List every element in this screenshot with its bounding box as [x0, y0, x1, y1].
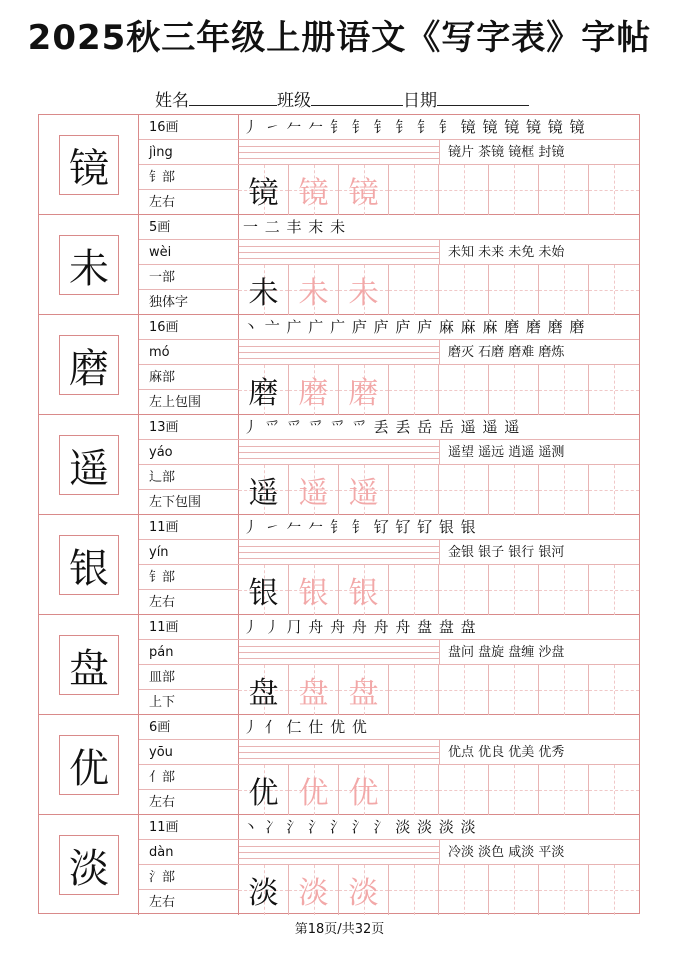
character-info — [139, 815, 239, 915]
big-character-cell — [39, 615, 139, 714]
model-character: 磨 — [248, 376, 279, 411]
stroke-order: 丿 ㇀ 𠂉 𠂉 钅 钅 钌 钌 钌 银 银 — [239, 515, 639, 540]
trace-character: 磨 — [348, 376, 379, 411]
trace-cell[interactable] — [339, 565, 389, 615]
pinyin-practice-lines[interactable] — [239, 440, 439, 465]
blank-cell[interactable] — [539, 865, 589, 915]
stroke-count: 16画 — [139, 115, 239, 140]
pinyin: yín — [139, 540, 239, 565]
blank-cell[interactable] — [589, 865, 639, 915]
example-words: 盘问 盘旋 盘缠 沙盘 — [439, 640, 639, 665]
example-words: 遥望 遥远 逍遥 遥测 — [439, 440, 639, 465]
date-label: 日期 — [403, 91, 437, 111]
big-character: 银 — [59, 535, 119, 595]
character-info — [139, 415, 239, 514]
big-character: 优 — [59, 735, 119, 795]
pinyin: yáo — [139, 440, 239, 465]
structure: 左下包围 — [149, 495, 202, 510]
stroke-count: 16画 — [139, 315, 239, 340]
trace-character: 淡 — [348, 876, 379, 911]
trace-character: 镜 — [348, 176, 379, 211]
pinyin: jìng — [139, 140, 239, 165]
character-info — [139, 115, 239, 214]
blank-cell[interactable] — [539, 365, 589, 415]
character-info — [139, 315, 239, 414]
writing-grid — [239, 365, 639, 415]
character-row — [39, 415, 639, 515]
radical: 麻部 — [139, 365, 239, 390]
trace-character: 镜 — [298, 176, 329, 211]
stroke-order: 丿 亻 仁 仕 优 优 — [239, 715, 639, 740]
trace-character: 盘 — [298, 676, 329, 711]
character-info — [139, 215, 239, 314]
pinyin-practice-lines[interactable] — [239, 840, 439, 865]
student-info-line — [155, 86, 529, 111]
example-words: 磨灭 石磨 磨难 磨炼 — [439, 340, 639, 365]
trace-cell[interactable] — [339, 165, 389, 215]
character-row — [39, 615, 639, 715]
trace-cell[interactable] — [289, 365, 339, 415]
trace-cell[interactable] — [339, 365, 389, 415]
blank-cell[interactable] — [439, 365, 489, 415]
trace-character: 银 — [348, 576, 379, 611]
model-character: 优 — [248, 776, 279, 811]
blank-cell[interactable] — [539, 265, 589, 315]
pinyin-practice-lines[interactable] — [239, 240, 439, 265]
blank-cell[interactable] — [389, 365, 439, 415]
character-info — [139, 715, 239, 814]
model-character: 盘 — [248, 676, 279, 711]
date-blank[interactable] — [437, 104, 529, 106]
pinyin: mó — [139, 340, 239, 365]
writing-grid — [239, 165, 639, 215]
blank-cell[interactable] — [489, 865, 539, 915]
class-blank[interactable] — [311, 104, 403, 106]
character-row — [39, 215, 639, 315]
model-cell — [239, 865, 289, 915]
model-character: 银 — [248, 576, 279, 611]
stroke-count: 11画 — [139, 815, 239, 840]
page-number: 第18页/共32页 — [294, 922, 385, 937]
blank-cell[interactable] — [489, 565, 539, 615]
example-words: 金银 银子 银行 银河 — [439, 540, 639, 565]
structure: 左右 — [149, 795, 176, 810]
structure: 上下 — [149, 695, 176, 710]
model-cell — [239, 465, 289, 515]
big-character-cell — [39, 115, 139, 214]
blank-cell[interactable] — [539, 565, 589, 615]
blank-cell[interactable] — [489, 665, 539, 715]
radical: 亻部 — [139, 765, 239, 790]
pinyin: pán — [139, 640, 239, 665]
blank-cell[interactable] — [439, 465, 489, 515]
stroke-order: 丿 ㇀ 𠂉 𠂉 钅 钅 钅 钅 钅 钅 镜 镜 镜 镜 镜 镜 — [239, 115, 639, 140]
blank-cell[interactable] — [439, 865, 489, 915]
radical: 辶部 — [139, 465, 239, 490]
pinyin: wèi — [139, 240, 239, 265]
writing-grid — [239, 265, 639, 315]
big-character: 遥 — [59, 435, 119, 495]
trace-character: 盘 — [348, 676, 379, 711]
model-cell — [239, 265, 289, 315]
structure: 左右 — [149, 595, 176, 610]
blank-cell[interactable] — [589, 665, 639, 715]
big-character: 盘 — [59, 635, 119, 695]
big-character: 镜 — [59, 135, 119, 195]
trace-character: 优 — [348, 776, 379, 811]
character-row — [39, 315, 639, 415]
pinyin: dàn — [139, 840, 239, 865]
pinyin-practice-lines[interactable] — [239, 640, 439, 665]
writing-grid — [239, 465, 639, 515]
blank-cell[interactable] — [389, 165, 439, 215]
character-row — [39, 715, 639, 815]
stroke-count: 5画 — [139, 215, 239, 240]
trace-cell[interactable] — [289, 765, 339, 815]
trace-character: 优 — [298, 776, 329, 811]
writing-grid — [239, 565, 639, 615]
trace-character: 遥 — [348, 476, 379, 511]
trace-character: 未 — [298, 276, 329, 311]
blank-cell[interactable] — [439, 565, 489, 615]
blank-cell[interactable] — [489, 765, 539, 815]
big-character-cell — [39, 315, 139, 414]
stroke-count: 11画 — [139, 615, 239, 640]
blank-cell[interactable] — [539, 765, 589, 815]
page-title: 2025秋三年级上册语文《写字表》字帖 — [27, 18, 652, 58]
name-blank[interactable] — [189, 104, 277, 106]
stroke-order: 丿 丿 ⺆ 舟 舟 舟 舟 舟 盘 盘 盘 — [239, 615, 639, 640]
trace-cell[interactable] — [289, 465, 339, 515]
model-cell — [239, 165, 289, 215]
blank-cell[interactable] — [389, 765, 439, 815]
pinyin-practice-lines[interactable] — [239, 140, 439, 165]
radical: 钅部 — [139, 565, 239, 590]
trace-character: 银 — [298, 576, 329, 611]
trace-cell[interactable] — [289, 565, 339, 615]
stroke-count: 11画 — [139, 515, 239, 540]
character-info — [139, 515, 239, 614]
radical: 氵部 — [139, 865, 239, 890]
pinyin: yōu — [139, 740, 239, 765]
structure: 左右 — [149, 895, 176, 910]
model-cell — [239, 665, 289, 715]
trace-cell[interactable] — [339, 865, 389, 915]
character-row — [39, 515, 639, 615]
big-character: 磨 — [59, 335, 119, 395]
stroke-count: 13画 — [139, 415, 239, 440]
blank-cell[interactable] — [389, 665, 439, 715]
model-cell — [239, 565, 289, 615]
blank-cell[interactable] — [439, 665, 489, 715]
blank-cell[interactable] — [589, 365, 639, 415]
stroke-count: 6画 — [139, 715, 239, 740]
big-character-cell — [39, 515, 139, 614]
radical: 钅部 — [139, 165, 239, 190]
trace-cell[interactable] — [339, 465, 389, 515]
model-character: 遥 — [248, 476, 279, 511]
trace-character: 遥 — [298, 476, 329, 511]
radical: 皿部 — [139, 665, 239, 690]
blank-cell[interactable] — [389, 265, 439, 315]
blank-cell[interactable] — [489, 165, 539, 215]
model-character: 淡 — [248, 876, 279, 911]
trace-cell[interactable] — [339, 765, 389, 815]
structure: 左右 — [149, 195, 176, 210]
practice-sheet — [38, 114, 640, 914]
big-character: 淡 — [59, 835, 119, 895]
trace-character: 磨 — [298, 376, 329, 411]
big-character-cell — [39, 715, 139, 814]
stroke-order: 丿 爫 爫 爫 爫 爫 丢 丢 岳 岳 遥 遥 遥 — [239, 415, 639, 440]
blank-cell[interactable] — [489, 265, 539, 315]
blank-cell[interactable] — [439, 165, 489, 215]
example-words: 镜片 茶镜 镜框 封镜 — [439, 140, 639, 165]
blank-cell[interactable] — [539, 665, 589, 715]
model-character: 镜 — [248, 176, 279, 211]
example-words: 未知 未来 未免 未始 — [439, 240, 639, 265]
blank-cell[interactable] — [489, 465, 539, 515]
big-character-cell — [39, 815, 139, 915]
trace-character: 淡 — [298, 876, 329, 911]
blank-cell[interactable] — [539, 465, 589, 515]
blank-cell[interactable] — [589, 765, 639, 815]
pinyin-practice-lines[interactable] — [239, 340, 439, 365]
example-words: 优点 优良 优美 优秀 — [439, 740, 639, 765]
big-character-cell — [39, 215, 139, 314]
trace-cell[interactable] — [289, 665, 339, 715]
trace-cell[interactable] — [289, 265, 339, 315]
trace-cell[interactable] — [339, 665, 389, 715]
blank-cell[interactable] — [589, 465, 639, 515]
model-character: 未 — [248, 276, 279, 311]
name-label: 姓名 — [155, 91, 189, 111]
trace-cell[interactable] — [289, 865, 339, 915]
blank-cell[interactable] — [389, 465, 439, 515]
model-cell — [239, 765, 289, 815]
writing-grid — [239, 665, 639, 715]
blank-cell[interactable] — [589, 565, 639, 615]
stroke-order: 丶 冫 氵 氵 氵 氵 氵 淡 淡 淡 淡 — [239, 815, 639, 840]
big-character: 未 — [59, 235, 119, 295]
blank-cell[interactable] — [439, 265, 489, 315]
big-character-cell — [39, 415, 139, 514]
blank-cell[interactable] — [489, 365, 539, 415]
character-info — [139, 615, 239, 714]
example-words: 冷淡 淡色 咸淡 平淡 — [439, 840, 639, 865]
class-label: 班级 — [277, 91, 311, 111]
structure: 左上包围 — [149, 395, 202, 410]
trace-character: 未 — [348, 276, 379, 311]
blank-cell[interactable] — [389, 565, 439, 615]
stroke-order: 丶 亠 广 广 广 庐 庐 庐 庐 麻 麻 麻 磨 磨 磨 磨 — [239, 315, 639, 340]
stroke-order: 一 二 丰 末 未 — [239, 215, 639, 240]
structure: 独体字 — [149, 295, 189, 310]
trace-cell[interactable] — [339, 265, 389, 315]
blank-cell[interactable] — [589, 165, 639, 215]
pinyin-practice-lines[interactable] — [239, 740, 439, 765]
character-row — [39, 115, 639, 215]
blank-cell[interactable] — [589, 265, 639, 315]
radical: 一部 — [139, 265, 239, 290]
writing-grid — [239, 865, 639, 915]
blank-cell[interactable] — [389, 865, 439, 915]
character-row — [39, 815, 639, 915]
pinyin-practice-lines[interactable] — [239, 540, 439, 565]
blank-cell[interactable] — [539, 165, 589, 215]
trace-cell[interactable] — [289, 165, 339, 215]
model-cell — [239, 365, 289, 415]
blank-cell[interactable] — [439, 765, 489, 815]
writing-grid — [239, 765, 639, 815]
